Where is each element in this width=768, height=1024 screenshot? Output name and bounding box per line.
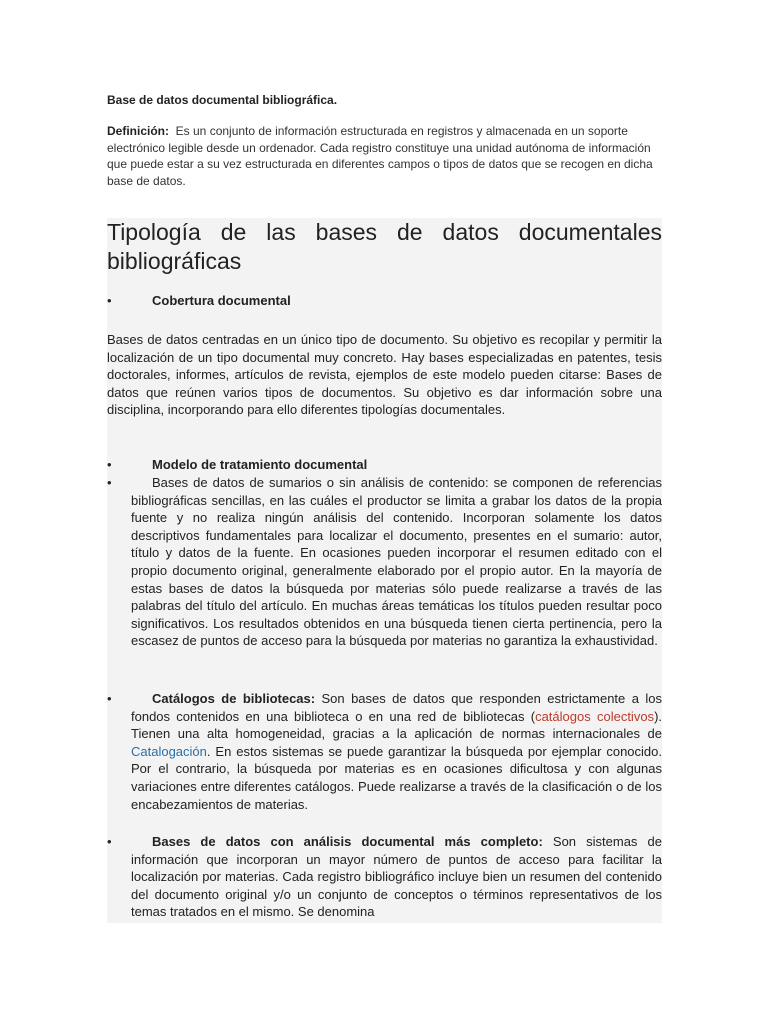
document-title: Base de datos documental bibliográfica. [107, 93, 338, 107]
catalogos-text-part: . En estos sistemas se puede garantizar la búsqueda por ejemplar conocido. Por el contrario, la búsqueda por materias es en ocasiones dificultosa y con algunas variaciones entre diferentes catálogos. Puede realizarse a través de la clasificación o de los encabezamientos de materias. [131, 743, 662, 812]
analisis-label: Bases de datos con análisis documental más completo: [152, 834, 543, 849]
catalogos-text-part: ). Tienen una alta homogeneidad, gracias a la aplicación de normas internacionales de [131, 708, 663, 742]
list-item-modelo [107, 456, 662, 474]
sumarios-text: Bases de datos de sumarios o sin análisis de contenido: se componen de referencias bibliográficas sencillas, en las cuáles el productor se limita a grabar los datos de la propia fuente y no realiza ningún análisis del contenido. Incorporan solamente los datos descriptivos fundamentales para localizar el documento, presentes en el sumario: autor, título y datos de la fuente. En ocasiones pueden incorporar el resumen editado con el propio documento original, generalmente elaborado por el propio autor. En la mayoría de estas bases de datos la búsqueda por materias sólo puede realizarse a través de las palabras del título del artículo. En muchas áreas temáticas los títulos pueden resultar poco significativos. Los resultados obtenidos en una búsqueda tienen cierta pertinencia, pero la escasez de puntos de acceso para la búsqueda por materias no garantiza la exhaustividad. [131, 475, 662, 649]
catalogacion-link[interactable]: Catalogación [131, 743, 207, 759]
list-item-cobertura [107, 292, 662, 310]
list-item-analisis [107, 833, 662, 921]
section-heading: Tipología de las bases de datos documentales bibliográficas [107, 219, 662, 274]
bullet-icon: • [107, 293, 112, 308]
catalogos-label: Catálogos de bibliotecas: [152, 691, 316, 706]
modelo-label: Modelo de tratamiento documental [152, 457, 368, 472]
bullet-icon: • [107, 834, 112, 849]
analisis-text [131, 833, 662, 921]
catalogos-text [131, 690, 662, 813]
cobertura-label: Cobertura documental [152, 293, 291, 308]
bullet-icon: • [107, 475, 112, 490]
catalogos-text-part: Son bases de datos que responden estrictamente a los fondos contenidos en una biblioteca o en una red de bibliotecas ( [131, 691, 662, 724]
definition-text: Es un conjunto de información estructurada en registros y almacenada en un soporte electrónico legible desde un ordenador. Cada registro constituye una unidad autónoma de información que puede estar a su vez estructurada en diferentes campos o tipos de datos que se recogen en dicha base de datos. [107, 124, 653, 188]
analisis-text-part: Son sistemas de información que incorporan un mayor número de puntos de acceso para facilitar la localización por materias. Cada registro bibliográfico incluye bien un resumen del contenido del documento original y/o un conjunto de conceptos o términos representativos de los temas tratados en el mismo. Se denomina [131, 834, 662, 920]
bullet-icon: • [107, 457, 112, 472]
definition-label: Definición: [107, 124, 169, 138]
catalogos-colectivos-link[interactable]: catálogos colectivos [535, 708, 655, 724]
list-item-sumarios [107, 474, 662, 650]
definition-block [107, 123, 662, 189]
bullet-icon: • [107, 691, 112, 706]
cobertura-paragraph: Bases de datos centradas en un único tipo de documento. Su objetivo es recopilar y permitir la localización de un tipo documental muy concreto. Hay bases especializadas en patentes, tesis doctorales, informes, artículos de revista, ejemplos de este modelo pueden citarse: Bases de datos que reúnen varios tipos de documentos. Su objetivo es dar información sobre una disciplina, incorporando para ello diferentes tipologías documentales. [107, 332, 662, 418]
list-item-catalogos [107, 690, 662, 813]
